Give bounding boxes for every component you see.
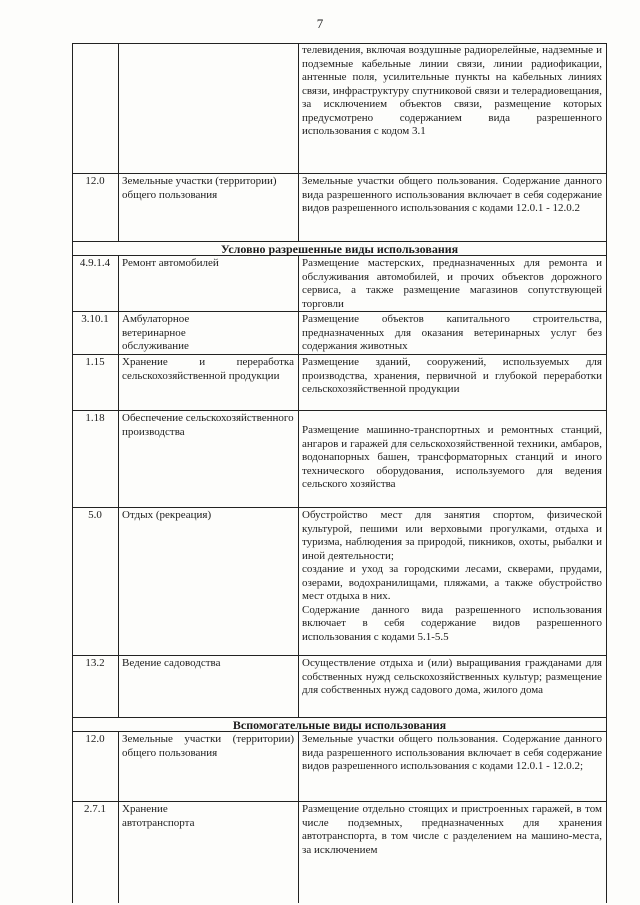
- row-name: Амбулаторное ветеринарное обслуживание: [122, 313, 190, 352]
- row-description: Размещение машинно-транспортных и ремонтных станций, ангаров и гаражей для сельскохозяйственной техники, амбаров, водонапорных башен, трансформаторных станций и иного технического оборудования, используемого для ведения сельского хозяйства: [302, 424, 602, 490]
- table-row: [72, 354, 607, 410]
- table-row: [72, 311, 607, 354]
- land-use-table: [72, 43, 607, 903]
- description-paragraph: создание и уход за городскими лесами, скверами, прудами, озерами, водохранилищами, пляжами, а также обустройство мест отдыха в них.: [302, 563, 602, 602]
- row-code: 12.0: [85, 733, 105, 745]
- section-title: Условно разрешенные виды использования: [220, 242, 459, 256]
- section-header: [72, 717, 607, 731]
- row-name: Ремонт автомобилей: [122, 257, 219, 269]
- row-code: 5.0: [88, 509, 102, 521]
- row-name: Земельные участки (территории) общего пользования: [122, 733, 294, 759]
- row-description: Осуществление отдыха и (или) выращивания гражданами для собственных нужд сельскохозяйственных культур; размещение для собственных нужд садового дома, жилого дома: [302, 657, 602, 696]
- row-description: телевидения, включая воздушные радиорелейные, надземные и подземные кабельные линии связи, линии радиофикации, антенные поля, усилительные пункты на кабельных линиях связи, инфраструктуру спутниковой связи и телерадиовещания, за исключением объектов связи, размещение которых предусмотрено содержанием вида разрешенного использования с кодом 3.1: [302, 44, 602, 137]
- row-name: Хранение и переработка сельскохозяйственной продукции: [122, 356, 294, 382]
- row-name: Земельные участки (территории) общего пользования: [122, 175, 277, 201]
- row-name: Отдых (рекреация): [122, 509, 212, 521]
- row-code: 13.2: [85, 657, 105, 669]
- row-code: 1.15: [85, 356, 105, 368]
- row-description: [302, 509, 602, 644]
- row-code: 12.0: [85, 175, 105, 187]
- table-row: [72, 255, 607, 311]
- row-code: 3.10.1: [81, 313, 109, 325]
- table-row: [72, 410, 607, 507]
- table-row: [72, 731, 607, 801]
- table-row: [72, 173, 607, 241]
- section-header: [72, 241, 607, 255]
- row-code: 2.7.1: [84, 803, 106, 815]
- table-row: [72, 801, 607, 903]
- row-description: Размещение отдельно стоящих и пристроенных гаражей, в том числе подземных, предназначенных для хранения автотранспорта, в том числе с разделением на машино-места, за исключением: [302, 803, 602, 856]
- description-paragraph: Содержание данного вида разрешенного использования включает в себя содержание видов разрешенного использования с кодами 5.1-5.5: [302, 603, 602, 643]
- description-paragraph: Обустройство мест для занятия спортом, физической культурой, пешими или верховыми прогулками, отдыха и туризма, наблюдения за природой, пикников, охоты, рыбалки и иной деятельности;: [302, 509, 602, 562]
- row-name: Хранение автотранспорта: [122, 803, 195, 829]
- table-row: [72, 43, 607, 173]
- page-number: 7: [316, 16, 324, 31]
- row-name: Обеспечение сельскохозяйственного производства: [122, 412, 294, 438]
- table-row: [72, 507, 607, 655]
- row-description: Земельные участки общего пользования. Содержание данного вида разрешенного использования включает в себя содержание видов разрешенного использования с кодами 12.0.1 - 12.0.2;: [302, 733, 602, 772]
- row-description: Размещение зданий, сооружений, используемых для производства, хранения, первичной и глубокой переработки сельскохозяйственной продукции: [302, 356, 602, 395]
- row-description: Размещение мастерских, предназначенных для ремонта и обслуживания автомобилей, и прочих объектов дорожного сервиса, а также размещение магазинов сопутствующей торговли: [302, 257, 602, 310]
- section-title: Вспомогательные виды использования: [232, 718, 447, 732]
- table-row: [72, 655, 607, 717]
- row-code: 4.9.1.4: [79, 257, 111, 269]
- row-description: Размещение объектов капитального строительства, предназначенных для оказания ветеринарных услуг без содержания животных: [302, 313, 602, 352]
- row-description: Земельные участки общего пользования. Содержание данного вида разрешенного использования включает в себя содержание видов разрешенного использования с кодами 12.0.1 - 12.0.2: [302, 175, 602, 214]
- row-name: Ведение садоводства: [122, 657, 221, 669]
- row-code: 1.18: [85, 412, 105, 424]
